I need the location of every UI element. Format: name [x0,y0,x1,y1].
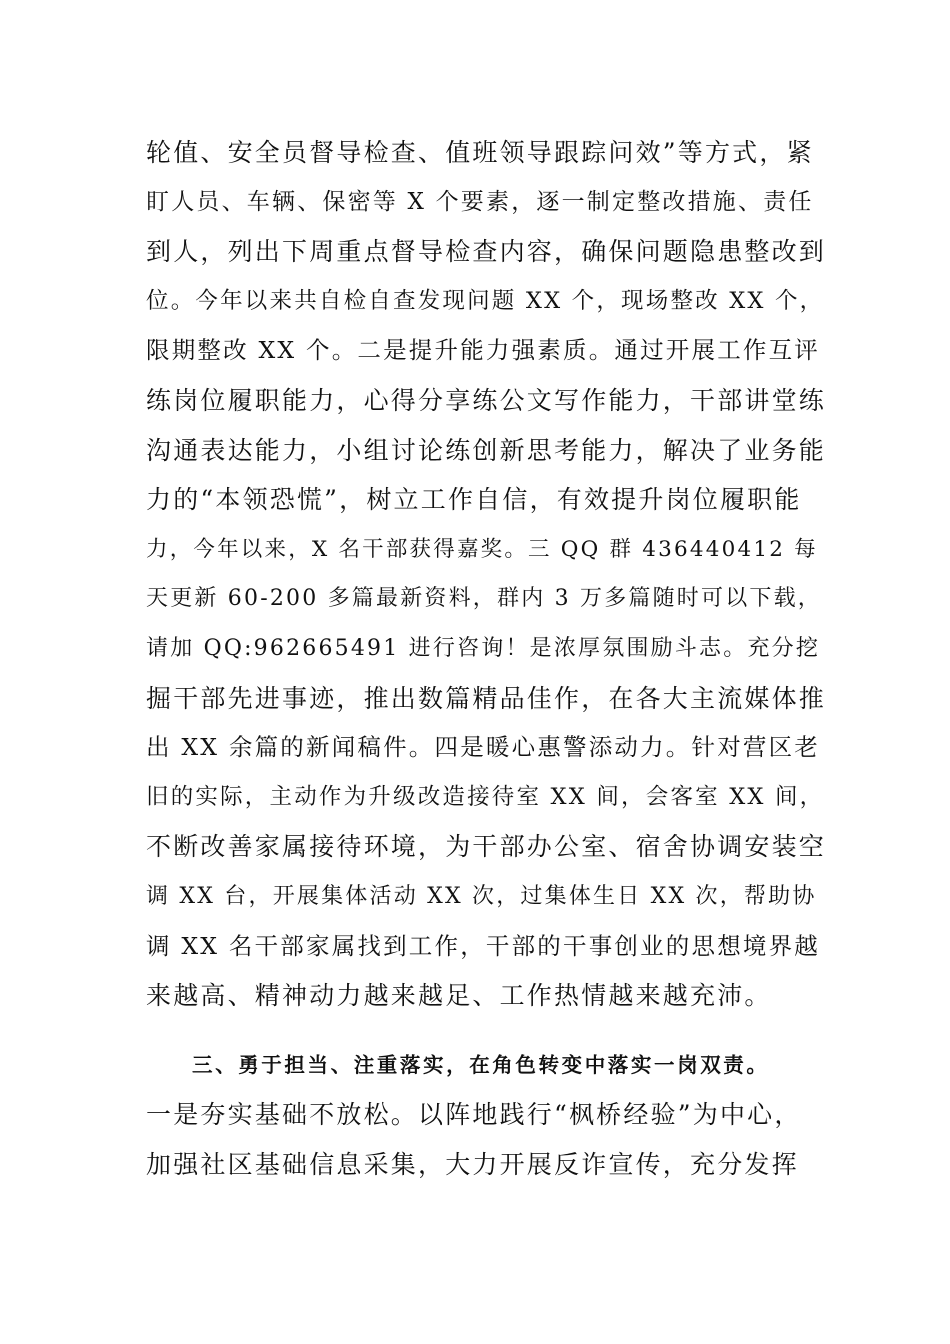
text-line: 请加 QQ:962665491 进行咨询！是浓厚氛围励斗志。充分挖 [146,635,821,661]
text-line: 调 XX 台，开展集体活动 XX 次，过集体生日 XX 次，帮助协 [146,883,817,909]
text-line: 盯人员、车辆、保密等 X 个要素，逐一制定整改措施、责任 [146,188,814,215]
text-line: 练岗位履职能力，心得分享练公文写作能力，干部讲堂练 [146,385,827,415]
text-line: 旧的实际，主动作为升级改造接待室 XX 间，会客室 XX 间， [146,783,825,810]
text-line: 调 XX 名干部家属找到工作，干部的干事创业的思想境界越 [146,931,820,960]
text-line: 加强社区基础信息采集，大力开展反诈宣传，充分发挥 [146,1149,799,1179]
text-line: 轮值、安全员督导检查、值班领导跟踪问效”等方式，紧 [146,138,814,167]
text-line: 力，今年以来，X 名干部获得嘉奖。三 QQ 群 436440412 每 [146,536,818,562]
text-line: 位。今年以来共自检自查发现问题 XX 个，现场整改 XX 个， [146,287,825,314]
text-line: 沟通表达能力，小组讨论练创新思考能力，解决了业务能 [146,435,827,465]
text-line: 不断改善家属接待环境，为干部办公室、宿舍协调安装空 [146,832,827,862]
paragraph-continued [146,128,826,1021]
paragraph-gap [146,1021,826,1041]
section-heading: 三、勇于担当、注重落实，在角色转变中落实一岗双责。 [192,1052,770,1077]
text-line: 天更新 60-200 多篇最新资料，群内 3 万多篇随时可以下载， [146,586,822,612]
document-body [146,128,826,1189]
text-line: 一是夯实基础不放松。以阵地践行“枫桥经验”为中心， [146,1100,802,1130]
text-line: 掘干部先进事迹，推出数篇精品佳作，在各大主流媒体推 [146,683,827,713]
text-line: 出 XX 余篇的新闻稿件。四是暖心惠警添动力。针对营区老 [146,733,820,762]
text-line: 力的“本领恐慌”，树立工作自信，有效提升岗位履职能 [146,485,802,515]
text-line: 限期整改 XX 个。二是提升能力强素质。通过开展工作互评 [146,336,820,365]
text-line: 来越高、精神动力越来越足、工作热情越来越充沛。 [146,981,772,1011]
paragraph-section-three [146,1090,826,1189]
text-line: 到人，列出下周重点督导检查内容，确保问题隐患整改到 [146,237,827,267]
